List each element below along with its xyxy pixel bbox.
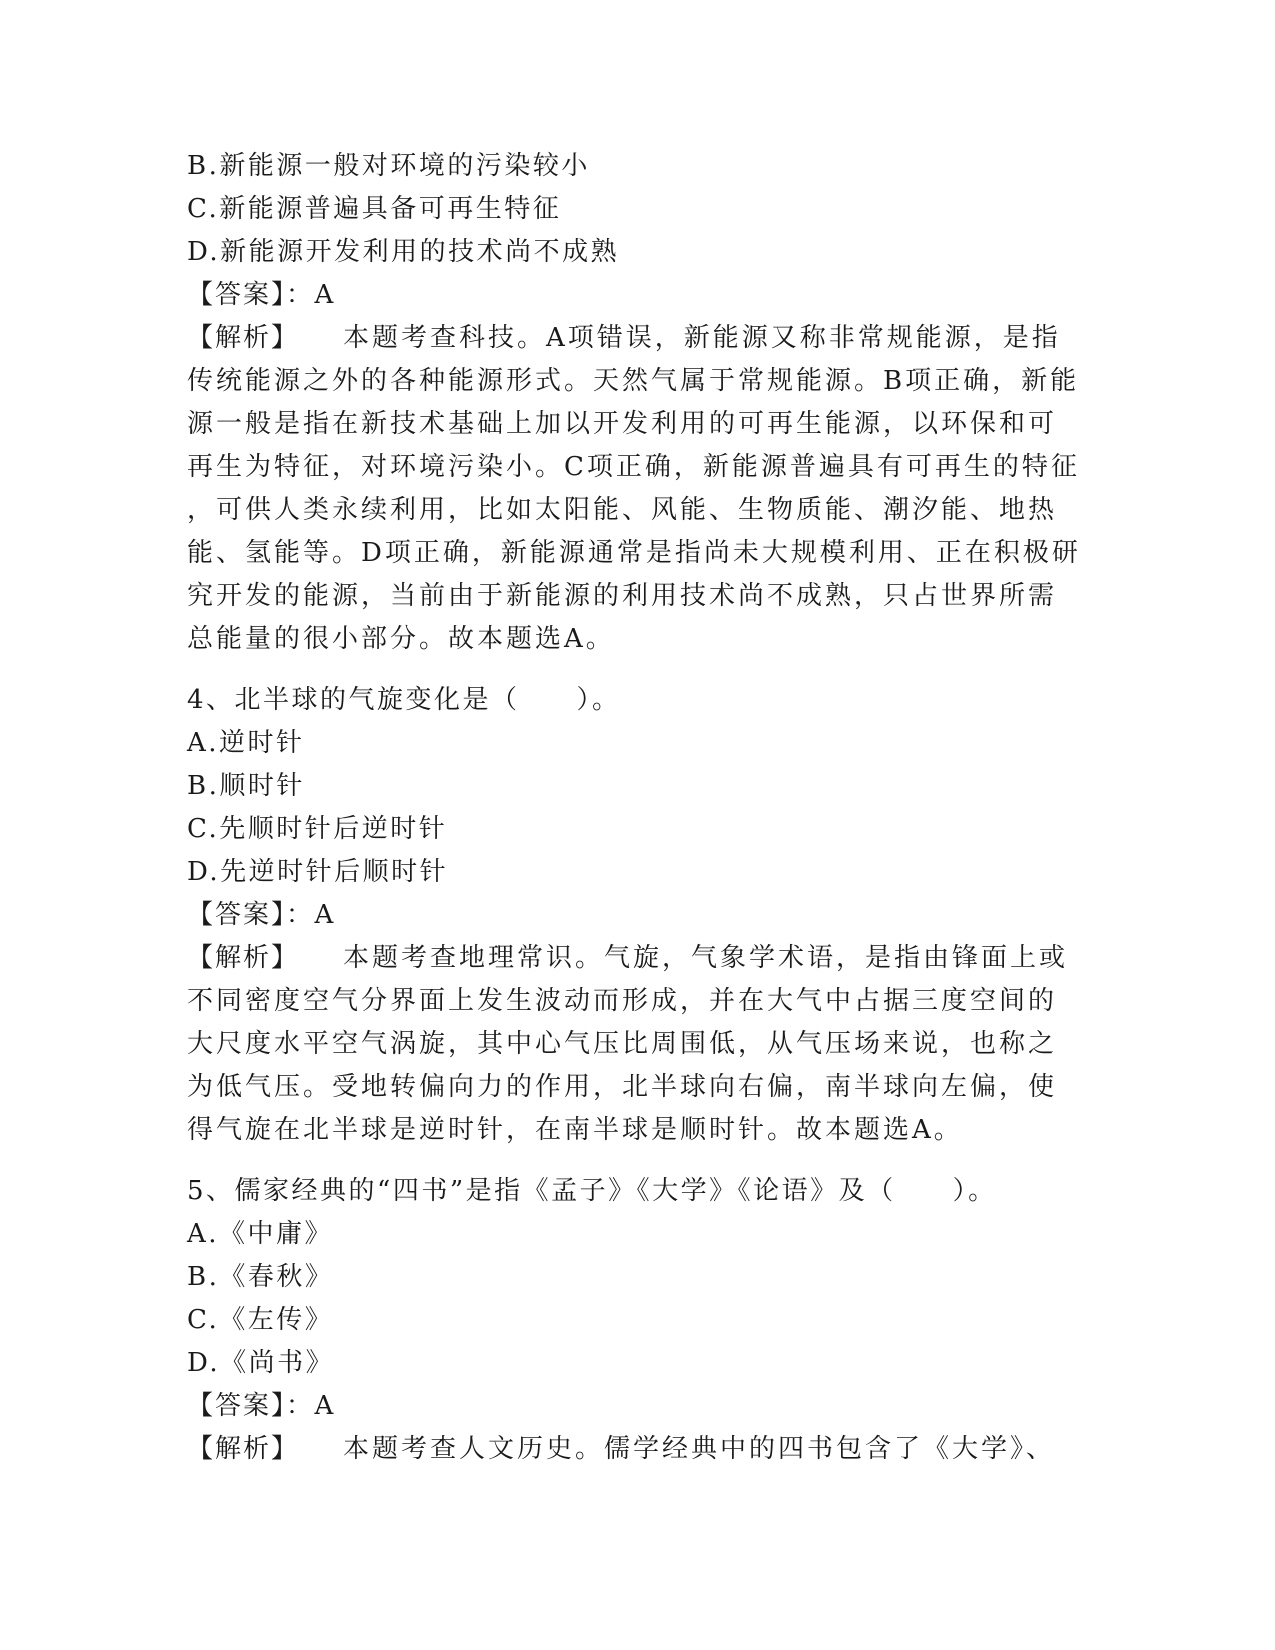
answer-label: 【答案】	[187, 900, 287, 930]
q5-analysis	[187, 1428, 1087, 1471]
analysis-line: 【解析】 本题考查人文历史。儒学经典中的四书包含了《大学》、	[187, 1434, 1056, 1464]
q5-option-d: D.《尚书》	[187, 1348, 335, 1378]
answer-label: 【答案】	[187, 1391, 287, 1421]
analysis-line: 得气旋在北半球是逆时针，在南半球是顺时针。故本题选A。	[187, 1115, 963, 1145]
answer-value: ：A	[286, 280, 336, 310]
analysis-line: 大尺度水平空气涡旋，其中心气压比周围低，从气压场来说，也称之	[187, 1029, 1058, 1059]
page-content	[187, 145, 1087, 1471]
q4-option-d: D.先逆时针后顺时针	[187, 857, 449, 887]
q3-option-c: C.新能源普遍具备可再生特征	[187, 194, 562, 224]
analysis-label: 【解析】	[187, 943, 300, 973]
q5-option-a: A.《中庸》	[187, 1219, 334, 1249]
analysis-line: 不同密度空气分界面上发生波动而形成，并在大气中占据三度空间的	[187, 986, 1058, 1016]
answer-value: ：A	[286, 1391, 336, 1421]
q4-answer	[187, 894, 1087, 937]
q4-option-c: C.先顺时针后逆时针	[187, 814, 448, 844]
analysis-line: 为低气压。受地转偏向力的作用，北半球向右偏，南半球向左偏，使	[187, 1072, 1058, 1102]
q3-option-d: D.新能源开发利用的技术尚不成熟	[187, 237, 620, 267]
q4-question: 4、北半球的气旋变化是（ ）。	[187, 685, 621, 715]
analysis-line: ，可供人类永续利用，比如太阳能、风能、生物质能、潮汐能、地热	[187, 495, 1058, 525]
q4-analysis	[187, 937, 1087, 1152]
q4-option-b: B.顺时针	[187, 771, 305, 801]
q5-answer	[187, 1385, 1087, 1428]
q5-option-c: C.《左传》	[187, 1305, 334, 1335]
analysis-line: 传统能源之外的各种能源形式。天然气属于常规能源。B项正确，新能	[187, 366, 1080, 396]
q4-option-a: A.逆时针	[187, 728, 305, 758]
analysis-line: 再生为特征，对环境污染小。C项正确，新能源普遍具有可再生的特征	[187, 452, 1080, 482]
q5-option-b: B.《春秋》	[187, 1262, 334, 1292]
analysis-line: 【解析】 本题考查地理常识。气旋，气象学术语，是指由锋面上或	[187, 943, 1069, 973]
q3-option-b: B.新能源一般对环境的污染较小	[187, 151, 590, 181]
analysis-line: 究开发的能源，当前由于新能源的利用技术尚不成熟，只占世界所需	[187, 581, 1058, 611]
analysis-line: 能、氢能等。D项正确，新能源通常是指尚未大规模利用、正在积极研	[187, 538, 1081, 568]
analysis-line: 总能量的很小部分。故本题选A。	[187, 624, 615, 654]
q3-answer	[187, 274, 1087, 317]
analysis-label: 【解析】	[187, 323, 300, 353]
q5-question: 5、儒家经典的“四书”是指《孟子》《大学》《论语》及（ ）。	[187, 1176, 997, 1206]
q3-analysis	[187, 317, 1087, 661]
answer-label: 【答案】	[187, 280, 287, 310]
analysis-label: 【解析】	[187, 1434, 300, 1464]
analysis-line: 源一般是指在新技术基础上加以开发利用的可再生能源，以环保和可	[187, 409, 1058, 439]
answer-value: ：A	[286, 900, 336, 930]
analysis-line: 【解析】 本题考查科技。A项错误，新能源又称非常规能源，是指	[187, 323, 1061, 353]
